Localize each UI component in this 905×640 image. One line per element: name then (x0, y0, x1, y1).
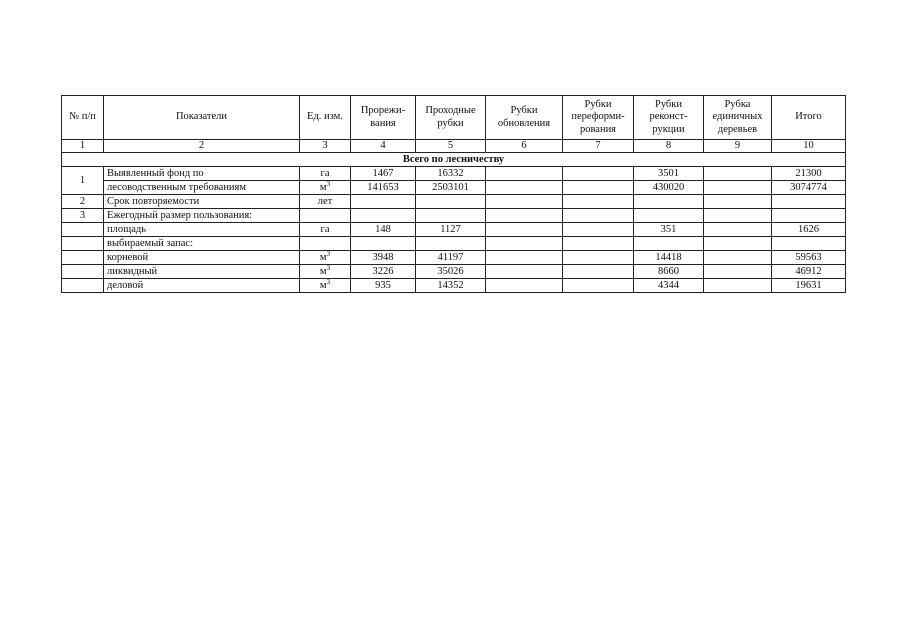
cell-reconstruction-cuts (634, 209, 704, 223)
cell-renewal-cuts (486, 265, 563, 279)
table-row (62, 265, 846, 279)
section-title: Всего по лесничеству (62, 153, 846, 167)
row-unit-m3: $м^3$ (300, 265, 351, 279)
cell-reconstruction-cuts: 4344 (634, 279, 704, 293)
row-num: 2 (62, 195, 104, 209)
cell-thinning (351, 195, 416, 209)
row-unit-m3: $м^3$ (300, 181, 351, 195)
cell-passage-cuts (416, 209, 486, 223)
row-label: площадь (104, 223, 300, 237)
column-number: 9 (704, 140, 772, 153)
header-num: № п/п (62, 96, 104, 140)
cell-single-tree-cut (704, 195, 772, 209)
cell-reconstruction-cuts: 8660 (634, 265, 704, 279)
table-row (62, 181, 846, 195)
cell-reformation-cuts (563, 251, 634, 265)
column-number: 5 (416, 140, 486, 153)
cell-single-tree-cut (704, 265, 772, 279)
row-label: ликвидный (104, 265, 300, 279)
row-label: деловой (104, 279, 300, 293)
row-num: 3 (62, 209, 104, 223)
header-passage-cuts: Проходные рубки (416, 96, 486, 140)
row-label: Ежегодный размер пользования: (104, 209, 300, 223)
row-label: выбираемый запас: (104, 237, 300, 251)
header-reconstruction-cuts: Рубки реконст-рукции (634, 96, 704, 140)
cell-renewal-cuts (486, 209, 563, 223)
cell-reconstruction-cuts: 351 (634, 223, 704, 237)
row-unit: га (300, 167, 351, 181)
row-label: корневой (104, 251, 300, 265)
cell-single-tree-cut (704, 181, 772, 195)
row-num (62, 223, 104, 237)
row-num: 1 (62, 167, 104, 195)
cell-thinning (351, 237, 416, 251)
cell-reconstruction-cuts: 430020 (634, 181, 704, 195)
row-unit (300, 209, 351, 223)
cell-passage-cuts: 41197 (416, 251, 486, 265)
cell-renewal-cuts (486, 181, 563, 195)
cell-total: 19631 (772, 279, 846, 293)
cell-reformation-cuts (563, 181, 634, 195)
cell-reconstruction-cuts (634, 195, 704, 209)
row-num (62, 265, 104, 279)
cell-passage-cuts: 16332 (416, 167, 486, 181)
table-row (62, 167, 846, 181)
cell-passage-cuts (416, 237, 486, 251)
cell-single-tree-cut (704, 251, 772, 265)
cell-total: 46912 (772, 265, 846, 279)
cell-total: 3074774 (772, 181, 846, 195)
header-unit: Ед. изм. (300, 96, 351, 140)
column-number: 4 (351, 140, 416, 153)
cell-thinning: 148 (351, 223, 416, 237)
cell-single-tree-cut (704, 279, 772, 293)
cell-passage-cuts: 2503101 (416, 181, 486, 195)
cell-renewal-cuts (486, 223, 563, 237)
header-renewal-cuts: Рубки обновления (486, 96, 563, 140)
row-num (62, 279, 104, 293)
row-label: Выявленный фонд по (104, 167, 300, 181)
table-row (62, 237, 846, 251)
column-number: 7 (563, 140, 634, 153)
cell-single-tree-cut (704, 209, 772, 223)
table-row (62, 251, 846, 265)
cell-reformation-cuts (563, 279, 634, 293)
cell-reformation-cuts (563, 167, 634, 181)
forest-use-table (61, 95, 846, 293)
cell-reformation-cuts (563, 209, 634, 223)
row-unit (300, 237, 351, 251)
cell-total: 21300 (772, 167, 846, 181)
header-reformation-cuts: Рубки переформи-рования (563, 96, 634, 140)
cell-reformation-cuts (563, 237, 634, 251)
table-row (62, 223, 846, 237)
cell-single-tree-cut (704, 237, 772, 251)
cell-single-tree-cut (704, 223, 772, 237)
cell-thinning (351, 209, 416, 223)
cell-total (772, 195, 846, 209)
cell-renewal-cuts (486, 167, 563, 181)
cell-total: 1626 (772, 223, 846, 237)
column-number: 3 (300, 140, 351, 153)
row-num (62, 251, 104, 265)
cell-reconstruction-cuts: 14418 (634, 251, 704, 265)
column-number: 6 (486, 140, 563, 153)
table-row (62, 195, 846, 209)
section-row (62, 153, 846, 167)
row-num (62, 237, 104, 251)
row-unit: га (300, 223, 351, 237)
header-total: Итого (772, 96, 846, 140)
row-unit-m3: $м^3$ (300, 251, 351, 265)
cell-passage-cuts (416, 195, 486, 209)
cell-reformation-cuts (563, 195, 634, 209)
cell-thinning: 3226 (351, 265, 416, 279)
table-row (62, 279, 846, 293)
column-number: 10 (772, 140, 846, 153)
header-thinning: Прорежи-вания (351, 96, 416, 140)
table-row (62, 209, 846, 223)
cell-renewal-cuts (486, 279, 563, 293)
cell-reformation-cuts (563, 265, 634, 279)
cell-passage-cuts: 35026 (416, 265, 486, 279)
cell-total (772, 209, 846, 223)
cell-reconstruction-cuts (634, 237, 704, 251)
column-number-row (62, 140, 846, 153)
header-row (62, 96, 846, 140)
cell-passage-cuts: 14352 (416, 279, 486, 293)
header-single-tree-cut: Рубка единичных деревьев (704, 96, 772, 140)
header-indicators: Показатели (104, 96, 300, 140)
cell-renewal-cuts (486, 251, 563, 265)
cell-total: 59563 (772, 251, 846, 265)
cell-thinning: 1467 (351, 167, 416, 181)
cell-single-tree-cut (704, 167, 772, 181)
column-number: 8 (634, 140, 704, 153)
column-number: 1 (62, 140, 104, 153)
row-label: лесоводственным требованиям (104, 181, 300, 195)
cell-renewal-cuts (486, 195, 563, 209)
cell-thinning: 935 (351, 279, 416, 293)
column-number: 2 (104, 140, 300, 153)
cell-reformation-cuts (563, 223, 634, 237)
row-label: Срок повторяемости (104, 195, 300, 209)
cell-thinning: 141653 (351, 181, 416, 195)
cell-renewal-cuts (486, 237, 563, 251)
cell-passage-cuts: 1127 (416, 223, 486, 237)
cell-thinning: 3948 (351, 251, 416, 265)
cell-total (772, 237, 846, 251)
row-unit-m3: $м^3$ (300, 279, 351, 293)
cell-reconstruction-cuts: 3501 (634, 167, 704, 181)
row-unit: лет (300, 195, 351, 209)
